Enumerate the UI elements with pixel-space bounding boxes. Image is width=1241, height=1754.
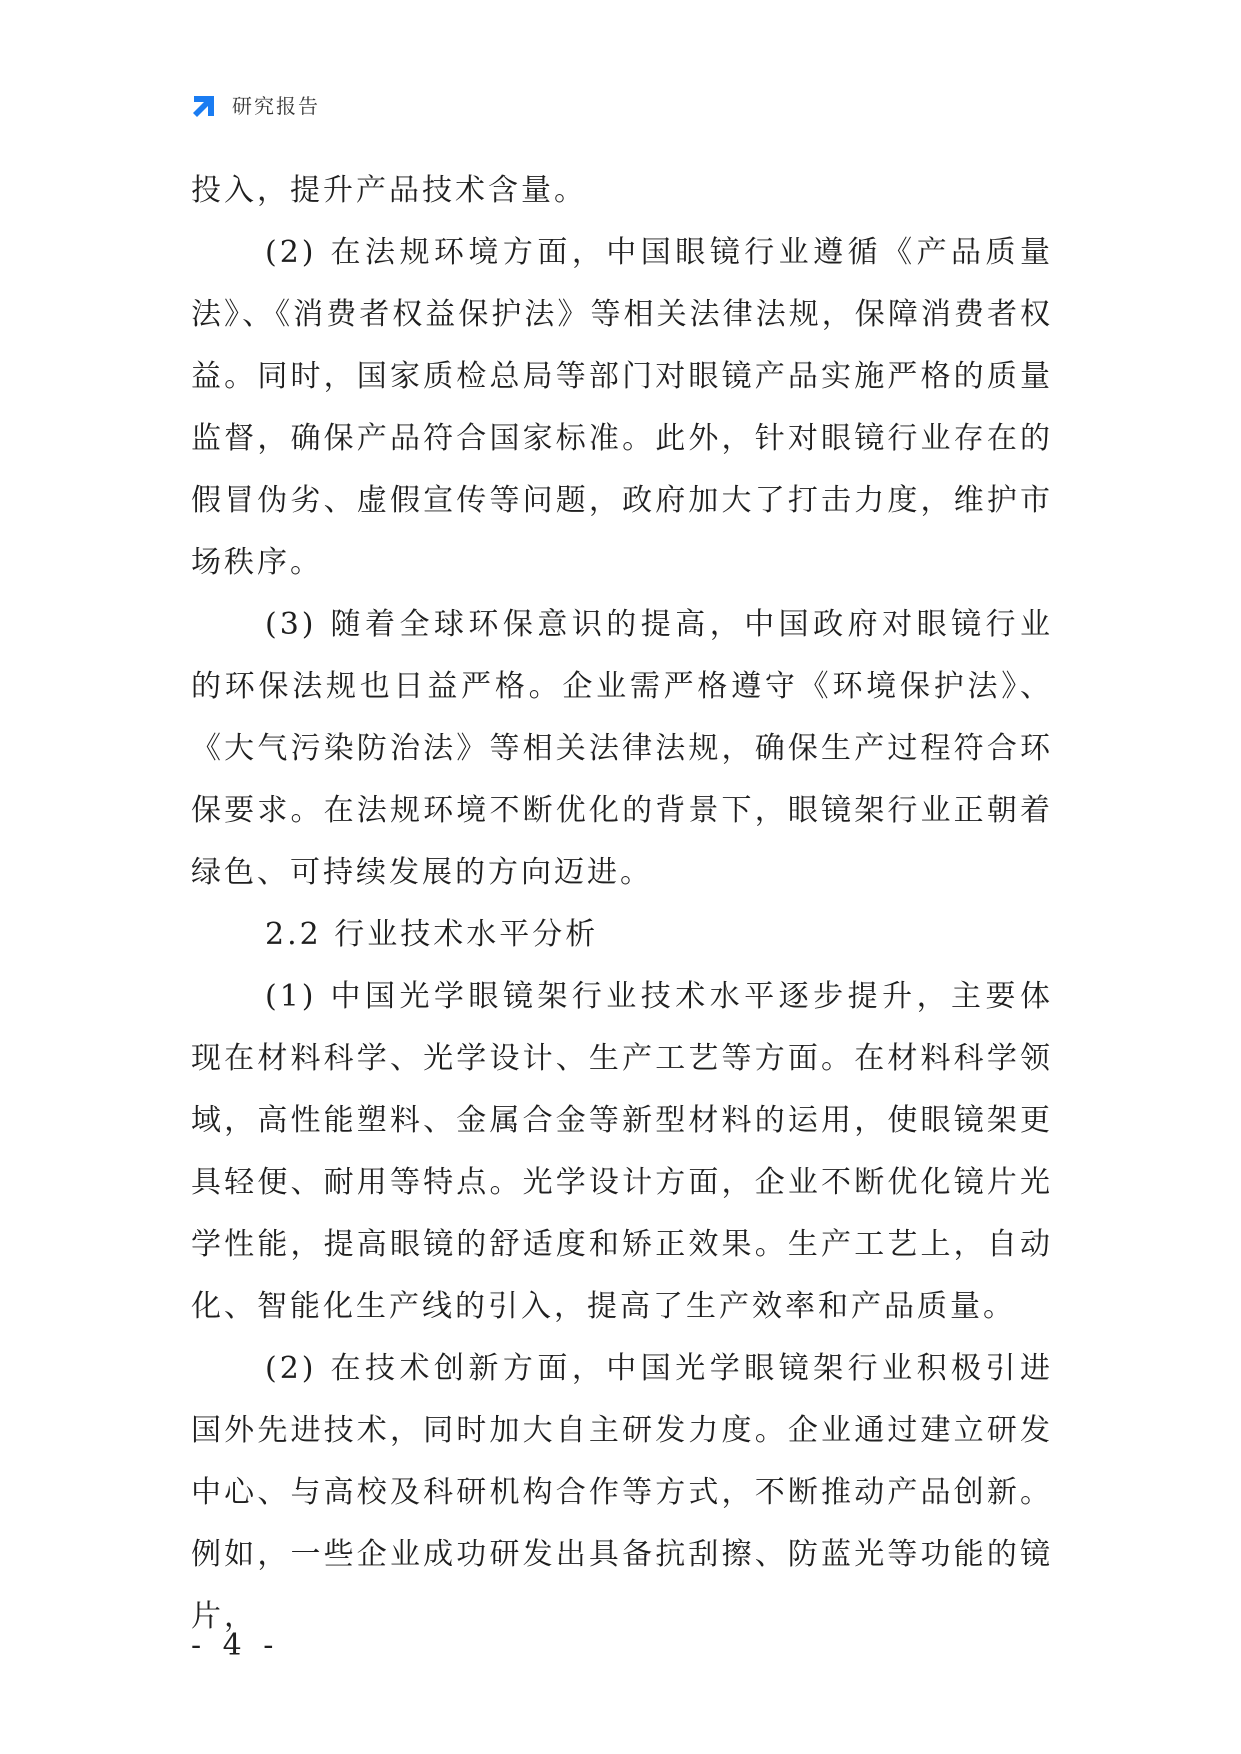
report-header [190,88,320,120]
paragraph-regulatory-environment: (2) 在法规环境方面，中国眼镜行业遵循《产品质量法》、《消费者权益保护法》等相关法律法规，保障消费者权益。同时，国家质检总局等部门对眼镜产品实施严格的质量监督，确保产品符合国家标准。此外，针对眼镜行业存在的假冒伪劣、虚假宣传等问题，政府加大了打击力度，维护市场秩序。 [191,235,1053,580]
paragraph-environmental-regulations: (3) 随着全球环保意识的提高，中国政府对眼镜行业的环保法规也日益严格。企业需严格遵守《环境保护法》、《大气污染防治法》等相关法律法规，确保生产过程符合环保要求。在法规环境不断优化的背景下，眼镜架行业正朝着绿色、可持续发展的方向迈进。 [191,607,1053,890]
paragraph-technology-level: (1) 中国光学眼镜架行业技术水平逐步提升，主要体现在材料科学、光学设计、生产工艺等方面。在材料科学领域，高性能塑料、金属合金等新型材料的运用，使眼镜架更具轻便、耐用等特点。光学设计方面，企业不断优化镜片光学性能，提高眼镜的舒适度和矫正效果。生产工艺上，自动化、智能化生产线的引入，提高了生产效率和产品质量。 [191,979,1053,1324]
header-title: 研究报告 [232,93,320,118]
paragraph-technology-innovation: (2) 在技术创新方面，中国光学眼镜架行业积极引进国外先进技术，同时加大自主研发力度。企业通过建立研发中心、与高校及科研机构合作等方式，不断推动产品创新。例如，一些企业成功研发出具备抗刮擦、防蓝光等功能的镜片， [191,1351,1053,1634]
arrow-up-right-icon [190,88,222,120]
section-heading: 2.2 行业技术水平分析 [265,917,599,952]
paragraph-continuation: 投入，提升产品技术含量。 [191,173,587,208]
page-number: - 4 - [191,1628,280,1663]
document-body [191,160,1053,1648]
